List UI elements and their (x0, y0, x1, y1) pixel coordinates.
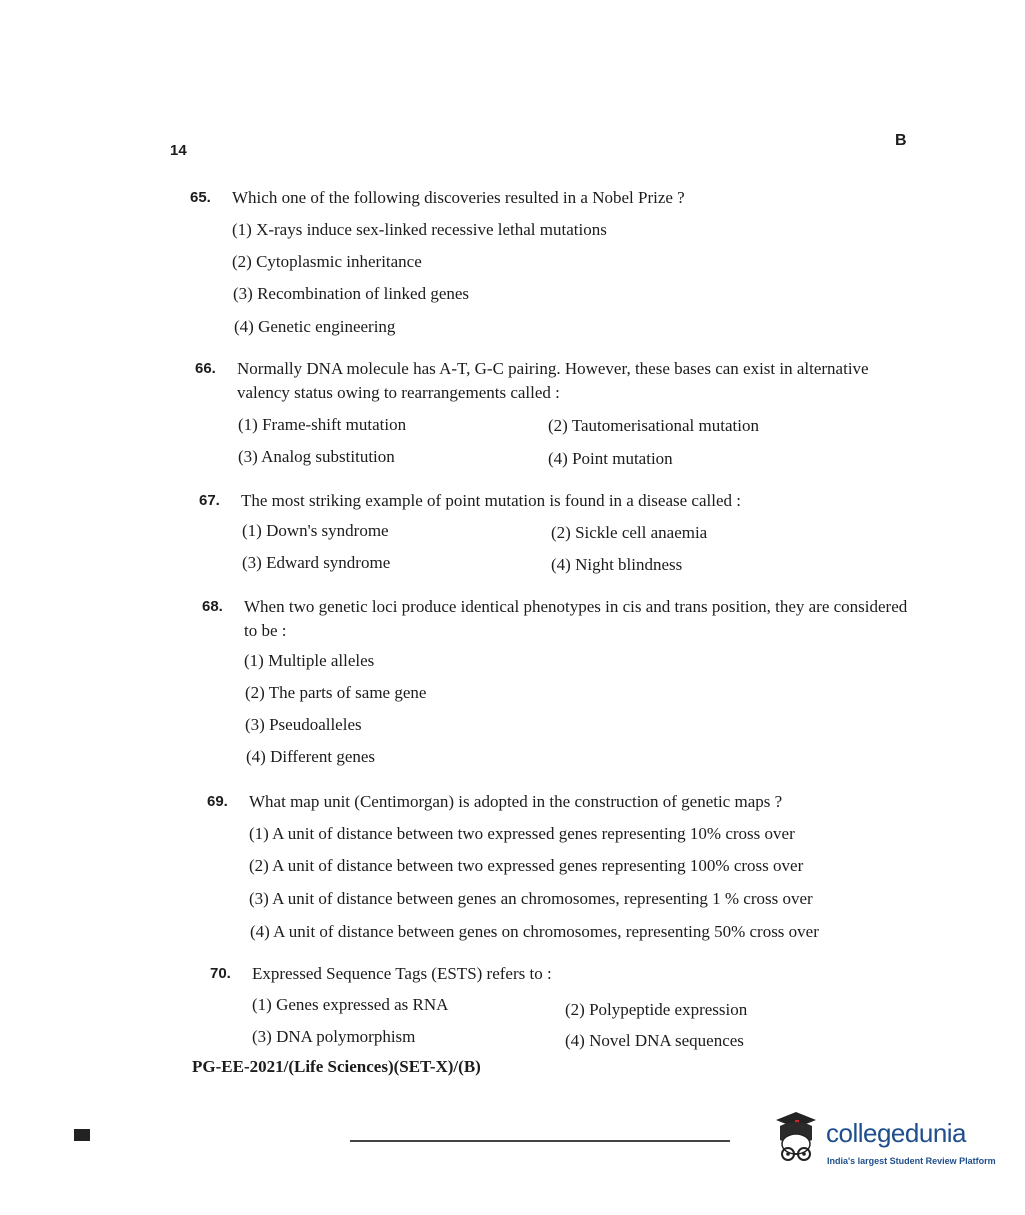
option-69-2: (2) A unit of distance between two expressed genes representing 100% cross over (249, 856, 804, 875)
option-65-2: (2) Cytoplasmic inheritance (232, 252, 422, 271)
question-68 (202, 595, 914, 643)
option-70-2: (2) Polypeptide expression (565, 1000, 748, 1019)
question-69 (207, 790, 907, 814)
option-70-1: (1) Genes expressed as RNA (252, 995, 449, 1014)
option-70-4: (4) Novel DNA sequences (565, 1031, 744, 1050)
page-number: 14 (170, 142, 187, 159)
question-number: 70. (210, 965, 231, 982)
option-68-1: (1) Multiple alleles (244, 651, 375, 670)
question-text: The most striking example of point mutation is found in a disease called : (241, 491, 741, 510)
option-67-3: (3) Edward syndrome (242, 553, 391, 572)
option-67-1: (1) Down's syndrome (242, 521, 389, 540)
question-text: Which one of the following discoveries resulted in a Nobel Prize ? (232, 188, 685, 207)
option-66-1: (1) Frame-shift mutation (238, 415, 407, 434)
question-text: When two genetic loci produce identical phenotypes in cis and trans position, they are considered to be : (244, 597, 908, 640)
option-68-4: (4) Different genes (246, 747, 376, 766)
option-65-3: (3) Recombination of linked genes (233, 284, 470, 303)
option-68-2: (2) The parts of same gene (245, 683, 427, 702)
exam-code: PG-EE-2021/(Life Sciences)(SET-X)/(B) (192, 1057, 481, 1076)
scan-line (350, 1140, 730, 1142)
question-number: 66. (195, 360, 216, 377)
question-text: Normally DNA molecule has A-T, G-C pairing. However, these bases can exist in alternative valency status owing to rearrangements called : (237, 359, 869, 402)
question-text: Expressed Sequence Tags (ESTS) refers to : (252, 964, 552, 983)
question-number: 68. (202, 598, 223, 615)
brand-tagline: India's largest Student Review Platform (827, 1156, 996, 1166)
question-67 (199, 489, 909, 513)
option-69-4: (4) A unit of distance between genes on chromosomes, representing 50% cross over (250, 922, 819, 941)
question-number: 65. (190, 189, 211, 206)
brand-name: collegedunia (826, 1118, 967, 1148)
set-label: B (895, 132, 907, 149)
watermark-logo (770, 1110, 1000, 1174)
option-70-3: (3) DNA polymorphism (252, 1027, 416, 1046)
option-66-3: (3) Analog substitution (238, 447, 395, 466)
option-67-2: (2) Sickle cell anaemia (551, 523, 708, 542)
question-70 (210, 962, 900, 986)
option-68-3: (3) Pseudoalleles (245, 715, 362, 734)
option-65-1: (1) X-rays induce sex-linked recessive lethal mutations (232, 220, 607, 239)
question-66 (195, 357, 910, 405)
question-number: 67. (199, 492, 220, 509)
option-69-1: (1) A unit of distance between two expressed genes representing 10% cross over (249, 824, 795, 843)
option-66-4: (4) Point mutation (548, 449, 673, 468)
scan-mark (74, 1129, 90, 1141)
question-number: 69. (207, 793, 228, 810)
option-69-3: (3) A unit of distance between genes an chromosomes, representing 1 % cross over (249, 889, 813, 908)
question-text: What map unit (Centimorgan) is adopted in the construction of genetic maps ? (249, 792, 783, 811)
option-66-2: (2) Tautomerisational mutation (548, 416, 759, 435)
option-67-4: (4) Night blindness (551, 555, 683, 574)
question-65 (190, 186, 910, 210)
option-65-4: (4) Genetic engineering (234, 317, 396, 336)
graduate-mascot-icon (770, 1110, 822, 1166)
